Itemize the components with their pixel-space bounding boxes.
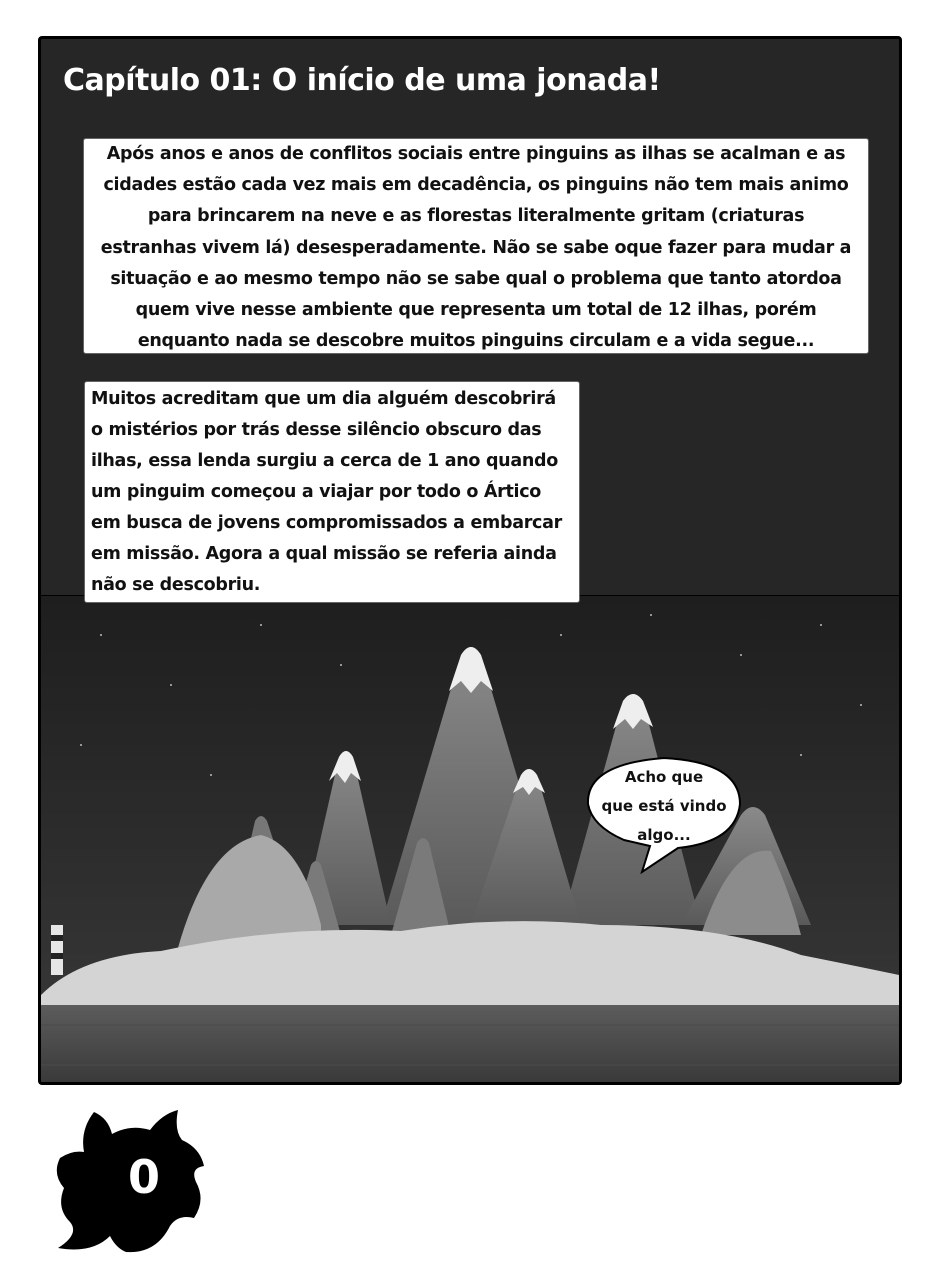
narration-line: em busca de jovens compromissados a embarcar <box>91 513 562 533</box>
sea <box>41 1005 899 1082</box>
page-number: 0 <box>127 1150 160 1204</box>
narration-line: cidades estão cada vez mais em decadência, os pinguins não tem mais animo <box>103 175 849 196</box>
narration-line: para brincarem na neve e as florestas literalmente gritam (criaturas <box>147 206 805 227</box>
speech-line: Acho que <box>624 768 704 786</box>
narration-line: estranhas vivem lá) desesperadamente. Não se sabe oque fazer para mudar a <box>100 237 852 258</box>
narration-line: enquanto nada se descobre muitos pinguins circulam e a vida segue... <box>137 331 815 352</box>
island-night-scene <box>41 595 899 1082</box>
narration-line: em missão. Agora a qual missão se referia ainda <box>91 544 557 564</box>
narration-line: ilhas, essa lenda surgiu a cerca de 1 ano quando <box>91 451 558 471</box>
narration-line: um pinguim começou a viajar por todo o Ártico <box>91 482 542 502</box>
narration-box-intro <box>83 138 869 354</box>
narration-line: quem vive nesse ambiente que representa um total de 12 ilhas, porém <box>135 300 817 321</box>
narration-line: não se descobriu. <box>91 575 261 595</box>
speech-line: que está vindo <box>601 797 727 815</box>
speech-line: algo... <box>637 826 691 844</box>
speech-bubble-text <box>584 763 744 850</box>
narration-box-legend <box>84 381 580 603</box>
lighthouse <box>51 925 63 975</box>
narration-line: o mistérios por trás desse silêncio obscuro das <box>91 420 542 440</box>
chapter-title: Capítulo 01: O início de uma jonada! <box>63 63 661 98</box>
narration-line: Muitos acreditam que um dia alguém descobrirá <box>91 389 556 409</box>
narration-line: situação e ao mesmo tempo não se sabe qual o problema que tanto atordoa <box>110 268 842 289</box>
narration-line: Após anos e anos de conflitos sociais entre pinguins as ilhas se acalman e as <box>106 144 846 164</box>
comic-panel <box>38 36 902 1085</box>
